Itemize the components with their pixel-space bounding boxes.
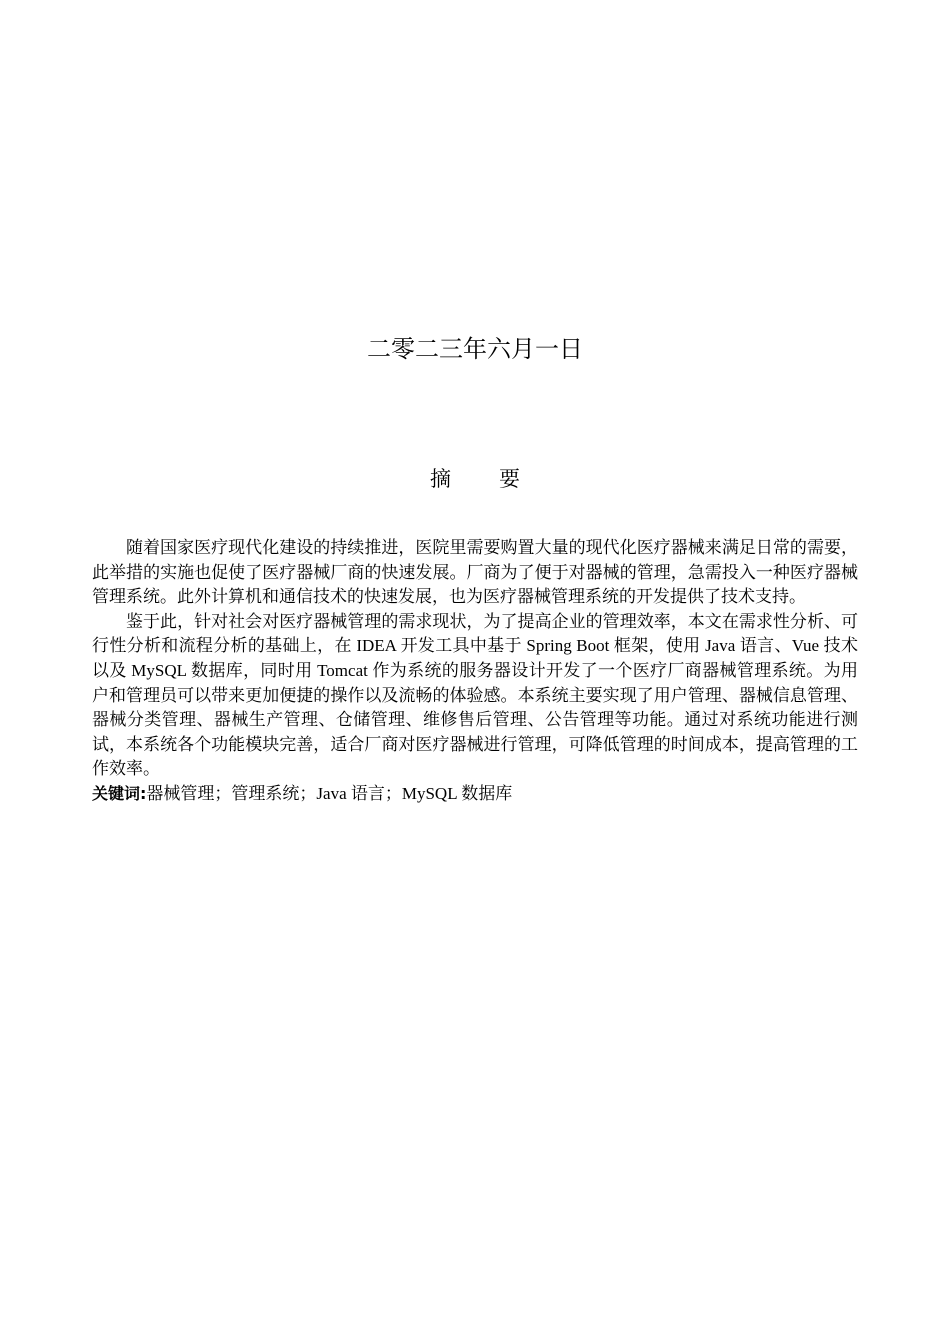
abstract-paragraph-2: 鉴于此，针对社会对医疗器械管理的需求现状，为了提高企业的管理效率，本文在需求性分析、可行性分析和流程分析的基础上，在 IDEA 开发工具中基于 Spring Boot 框架，使用 Java 语言、Vue 技术以及 MySQL 数据库，同时用 Tomcat 作为系统的服务器设计开发了一个医疗厂商器械管理系统。为用户和管理员可以带来更加便捷的操作以及流畅的体验感。本系统主要实现了用户管理、器械信息管理、器械分类管理、器械生产管理、仓储管理、维修售后管理、公告管理等功能。通过对系统功能进行测试，本系统各个功能模块完善，适合厂商对医疗器械进行管理，可降低管理的时间成本，提高管理的工作效率。 (92, 611, 858, 779)
abstract-heading-right: 要 (499, 467, 520, 491)
cover-date: 二零二三年六月一日 (367, 335, 583, 363)
abstract-body (92, 536, 858, 807)
keywords-label: 关键词: (92, 783, 147, 803)
keywords-line (92, 782, 858, 807)
abstract-paragraph-1: 随着国家医疗现代化建设的持续推进，医院里需要购置大量的现代化医疗器械来满足日常的需要，此举措的实施也促使了医疗器械厂商的快速发展。厂商为了便于对器械的管理，急需投入一种医疗器械管理系统。此外计算机和通信技术的快速发展，也为医疗器械管理系统的开发提供了技术支持。 (92, 538, 858, 607)
abstract-heading (0, 464, 950, 494)
keywords-text: 器械管理；管理系统；Java 语言；MySQL 数据库 (146, 783, 513, 803)
abstract-heading-left: 摘 (430, 467, 451, 491)
